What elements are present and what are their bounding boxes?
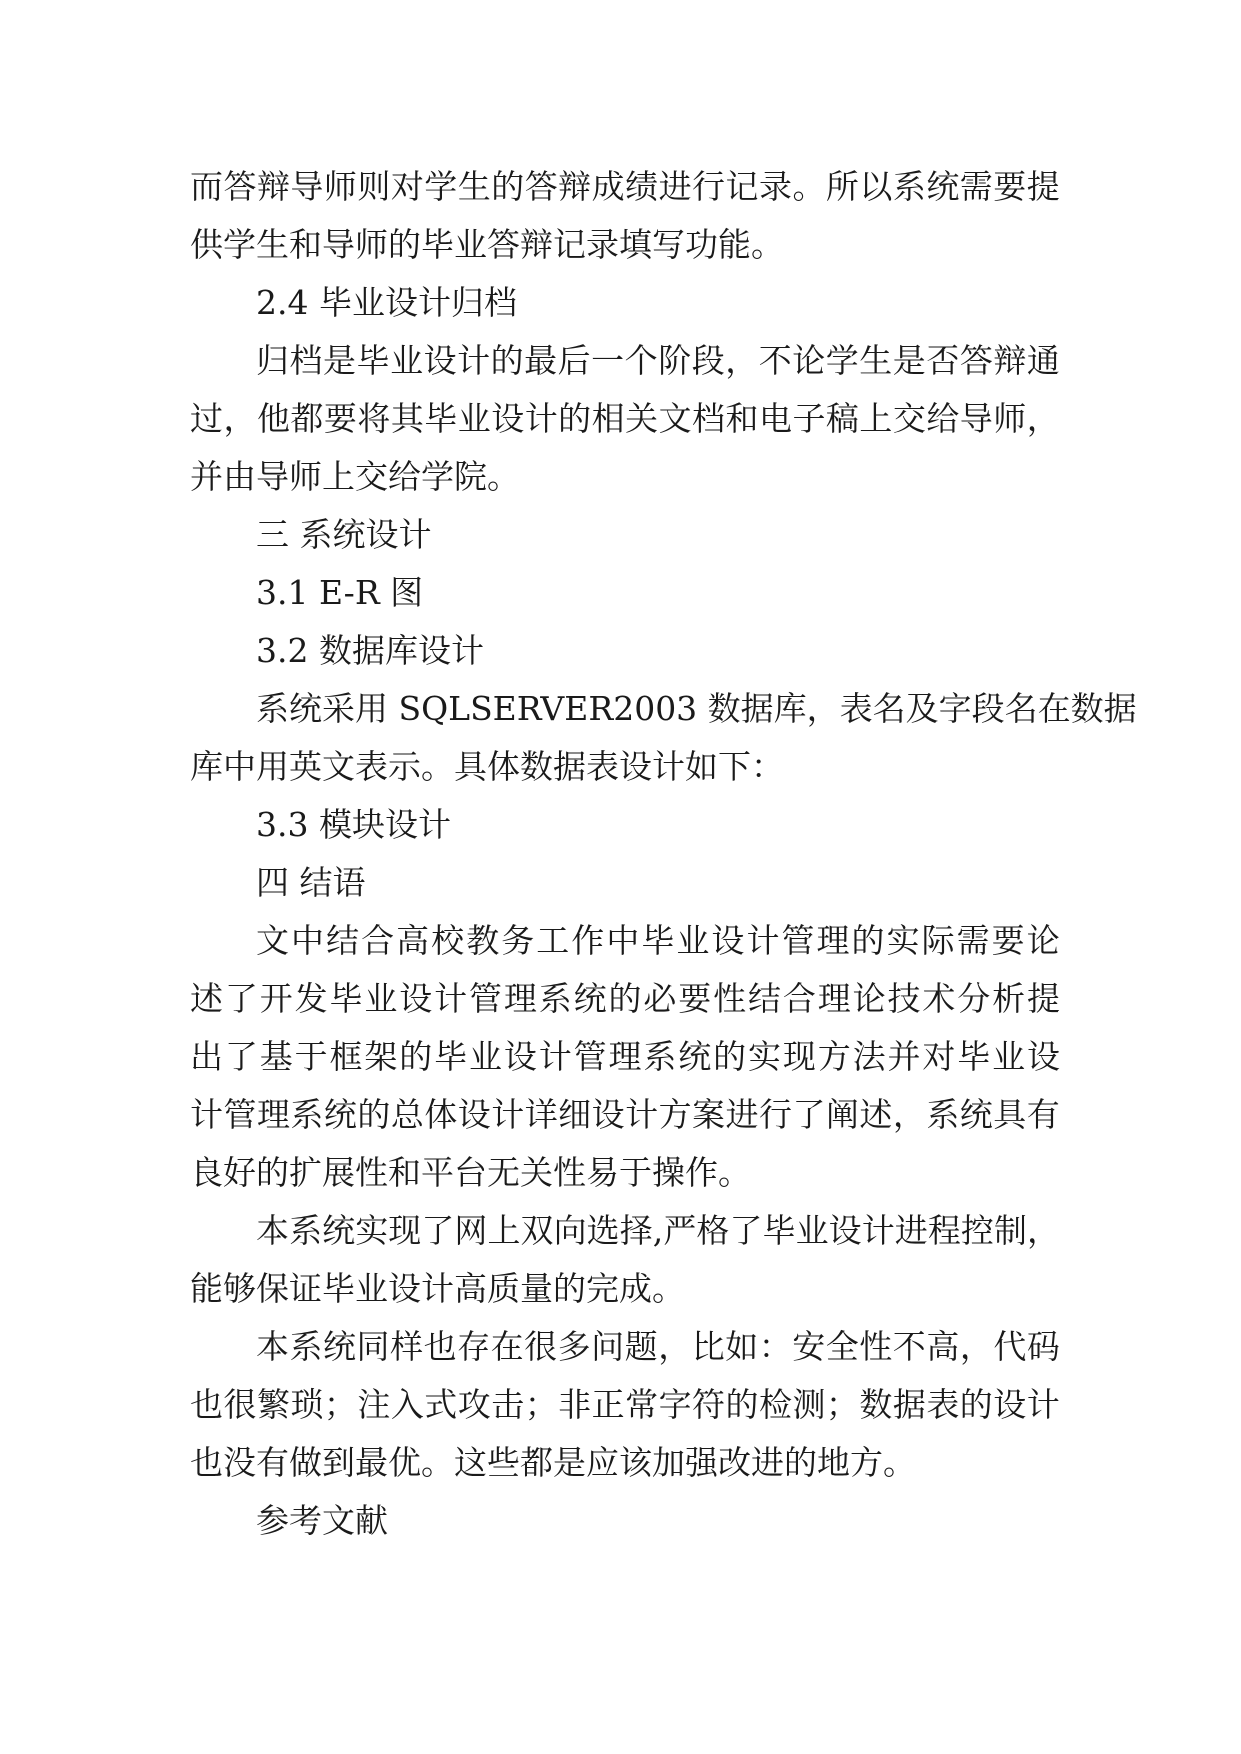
text-line: 也 很 繁 琐 ； 注 入 式 攻 击 ； 非 正 常 字 符 的 检 测 ； 数 据 表 的 设 计 (190, 1385, 1060, 1424)
section-heading (190, 506, 1060, 564)
text-line: 四 结语 (256, 863, 366, 902)
text-line: 计 管 理 系 统 的 总 体 设 计 详 细 设 计 方 案 进 行 了 阐 述 ， 系 统 具 有 (190, 1095, 1060, 1134)
paragraph (190, 1318, 1060, 1492)
paragraph (190, 912, 1060, 1202)
text-line: 3.3 模块设计 (256, 805, 451, 844)
text-line: 述 了 开 发 毕 业 设 计 管 理 系 统 的 必 要 性 结 合 理 论 技 术 分 析 提 (190, 979, 1060, 1018)
text-line: 3.1 E-R 图 (256, 573, 424, 612)
text-line: 也没有做到最优。这些都是应该加强改进的地方。 (190, 1443, 916, 1482)
section-heading (190, 622, 1060, 680)
paragraph (190, 680, 1137, 796)
text-line: 出 了 基 于 框 架 的 毕 业 设 计 管 理 系 统 的 实 现 方 法 并 对 毕 业 设 (190, 1037, 1060, 1076)
text-line: 三 系统设计 (256, 515, 432, 554)
section-heading (190, 854, 1060, 912)
paragraph (190, 1202, 1060, 1318)
document-body (190, 158, 1137, 1550)
text-line: 供学生和导师的毕业答辩记录填写功能。 (190, 225, 784, 264)
text-line: 过 ， 他 都 要 将 其 毕 业 设 计 的 相 关 文 档 和 电 子 稿 上 交 给 导 师 ， (190, 399, 1060, 438)
text-line: 本 系 统 同 样 也 存 在 很 多 问 题 ， 比 如 ： 安 全 性 不 高 ， 代 码 (256, 1327, 1060, 1366)
section-heading (190, 564, 1060, 622)
paragraph (190, 332, 1060, 506)
section-heading (190, 1492, 1060, 1550)
text-line: 2.4 毕业设计归档 (256, 283, 517, 322)
text-line: 3.2 数据库设计 (256, 631, 484, 670)
text-line: 文 中 结 合 高 校 教 务 工 作 中 毕 业 设 计 管 理 的 实 际 需 要 论 (256, 921, 1060, 960)
section-heading (190, 274, 1060, 332)
text-line: 库中用英文表示。具体数据表设计如下： (190, 747, 784, 786)
text-line: 本 系 统 实 现 了 网 上 双 向 选 择 , 严 格 了 毕 业 设 计 进 程 控 制 ， (256, 1211, 1060, 1250)
text-line: 而 答 辩 导 师 则 对 学 生 的 答 辩 成 绩 进 行 记 录 。 所 以 系 统 需 要 提 (190, 167, 1060, 206)
text-line: 系统采用 SQLSERVER2003 数据库，表名及字段名在数据 (256, 689, 1137, 728)
section-heading (190, 796, 1060, 854)
text-line: 参考文献 (256, 1501, 388, 1540)
text-line: 良好的扩展性和平台无关性易于操作。 (190, 1153, 751, 1192)
text-line: 并由导师上交给学院。 (190, 457, 520, 496)
text-line: 能够保证毕业设计高质量的完成。 (190, 1269, 685, 1308)
text-line: 归 档 是 毕 业 设 计 的 最 后 一 个 阶 段 ， 不 论 学 生 是 否 答 辩 通 (256, 341, 1060, 380)
paragraph (190, 158, 1060, 274)
